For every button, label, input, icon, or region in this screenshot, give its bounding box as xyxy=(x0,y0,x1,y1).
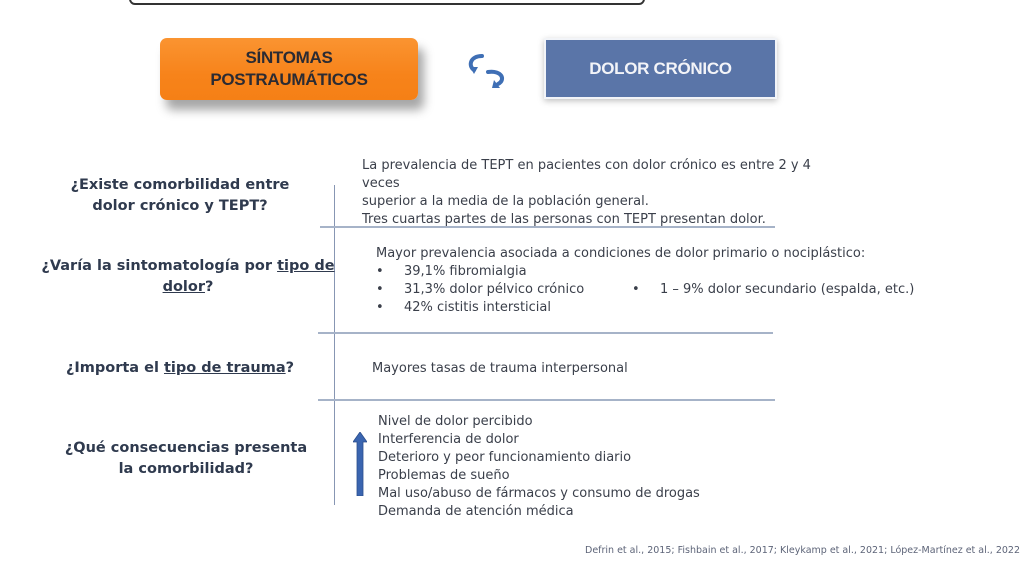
question-pain-type xyxy=(38,256,338,298)
list-item: • 31,3% dolor pélvico crónico xyxy=(376,281,876,299)
list-item: • 39,1% fibromialgia xyxy=(376,263,876,281)
question-comorbidity xyxy=(60,175,300,217)
answer-intro: Mayor prevalencia asociada a condiciones de dolor primario o nociplástico: xyxy=(376,246,866,261)
question-underlined: tipo de trauma xyxy=(163,360,286,376)
answer-line: Tres cuartas partes de las personas con TEPT presentan dolor. xyxy=(362,212,766,227)
answer-line: superior a la media de la población general. xyxy=(362,194,649,209)
question-line: ¿Existe comorbilidad entre xyxy=(70,177,290,193)
row-divider-2 xyxy=(318,332,773,334)
citation: Defrin et al., 2015; Fishbain et al., 2017; Kleykamp et al., 2021; López-Martínez et al., 2022 xyxy=(585,545,1020,556)
chronic-pain-label: DOLOR CRÓNICO xyxy=(589,58,732,78)
row-divider-3 xyxy=(318,399,775,401)
postraumatic-symptoms-box xyxy=(160,38,418,100)
answer-line: Interferencia de dolor xyxy=(378,432,519,447)
postraumatic-box-line2: POSTRAUMÁTICOS xyxy=(210,70,368,89)
question-line: dolor crónico y TEPT? xyxy=(92,198,268,214)
answer-consequences xyxy=(378,413,798,521)
chronic-pain-box xyxy=(544,38,777,99)
top-frame xyxy=(129,0,645,5)
question-underlined: dolor xyxy=(162,279,205,295)
question-underlined: tipo de xyxy=(277,258,335,274)
question-trauma-type xyxy=(55,358,305,379)
question-text: ¿Varía la sintomatología por xyxy=(41,258,278,274)
list-item: • 42% cistitis intersticial xyxy=(376,299,876,317)
answer-line: La prevalencia de TEPT en pacientes con dolor crónico es entre 2 y 4 veces xyxy=(362,158,811,191)
answer-trauma-type xyxy=(372,360,772,378)
answer-comorbidity xyxy=(362,157,842,229)
arrow-up-icon xyxy=(353,432,367,496)
secondary-pain-list xyxy=(632,281,932,299)
question-text: ¿Importa el xyxy=(65,360,164,376)
list-item: • 1 – 9% dolor secundario (espalda, etc.) xyxy=(632,281,932,299)
table-vertical-divider xyxy=(334,185,335,505)
question-consequences xyxy=(55,438,317,480)
bidirectional-cycle-arrows-icon xyxy=(462,50,512,90)
answer-line: Mal uso/abuso de fármacos y consumo de drogas xyxy=(378,486,700,501)
question-text: ? xyxy=(285,360,295,376)
answer-line: Mayores tasas de trauma interpersonal xyxy=(372,361,628,376)
answer-line: Deterioro y peor funcionamiento diario xyxy=(378,450,632,465)
question-line: ¿Qué consecuencias presenta xyxy=(64,440,308,456)
question-line: la comorbilidad? xyxy=(118,461,254,477)
answer-line: Nivel de dolor percibido xyxy=(378,414,533,429)
postraumatic-box-line1: SÍNTOMAS xyxy=(245,48,333,67)
question-text: ? xyxy=(205,279,214,295)
answer-line: Demanda de atención médica xyxy=(378,504,574,519)
answer-line: Problemas de sueño xyxy=(378,468,510,483)
